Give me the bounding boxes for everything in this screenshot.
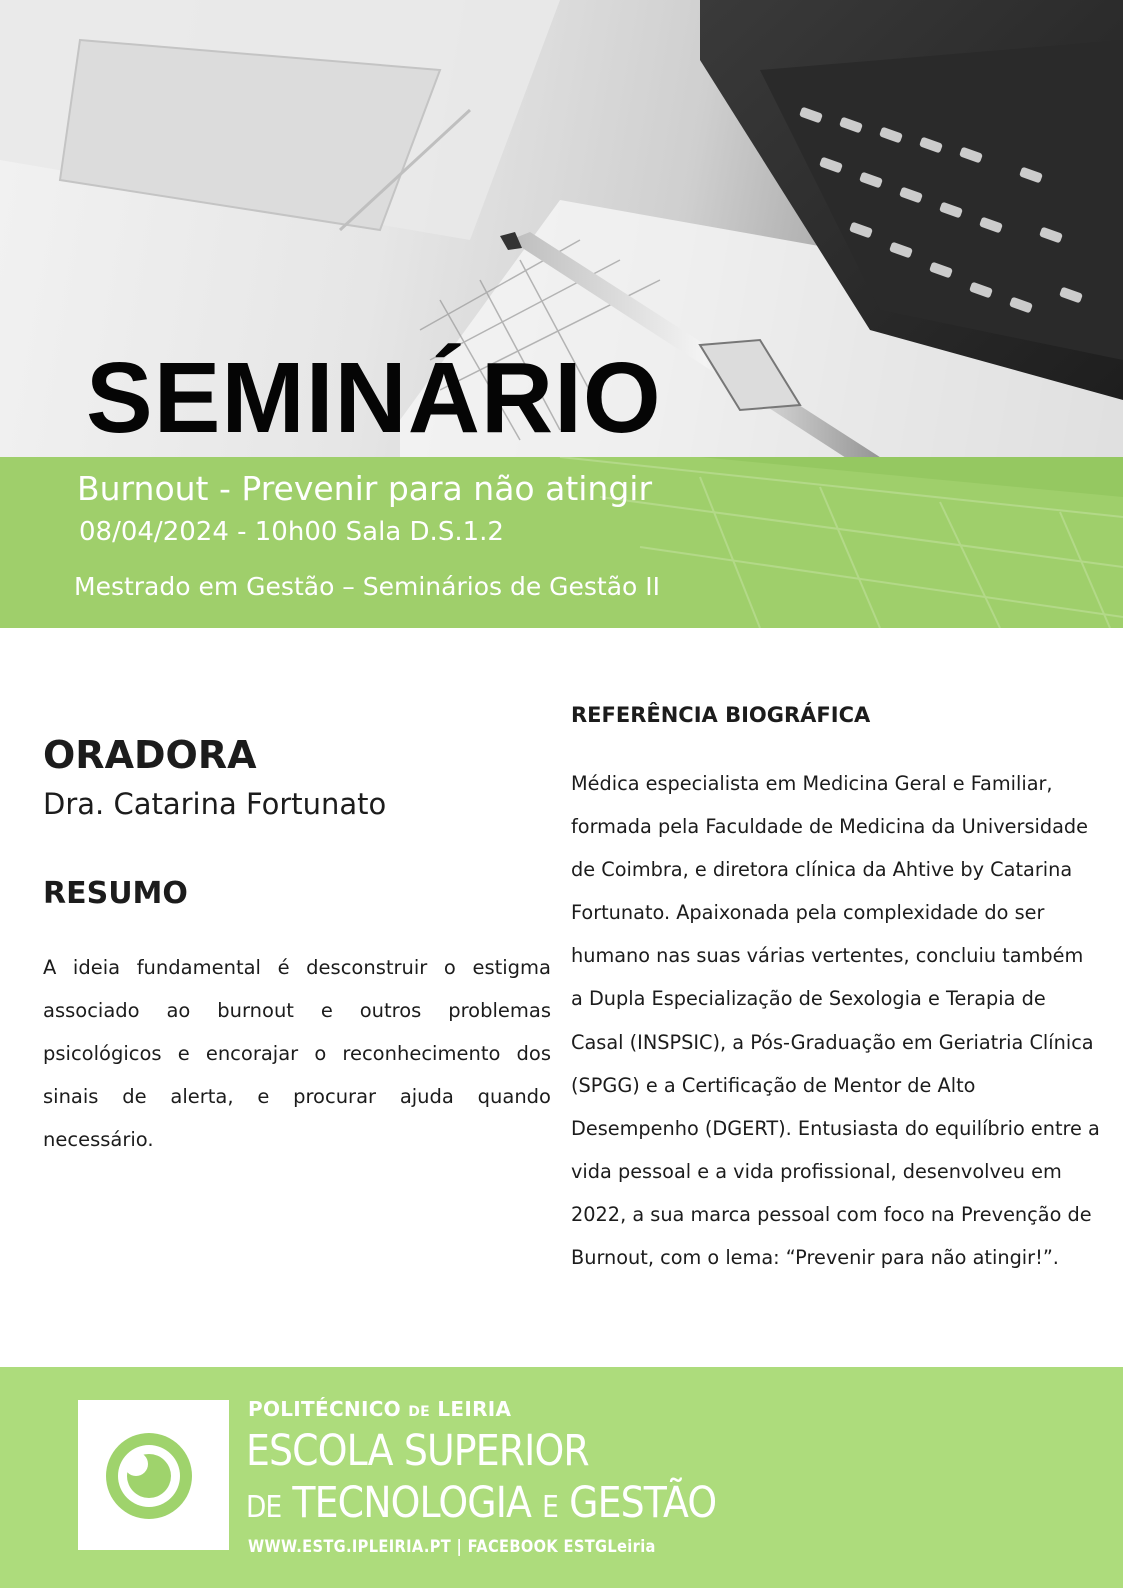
summary-heading: RESUMO: [43, 876, 188, 911]
school-logo: [78, 1400, 229, 1550]
institution-part-b: LEIRIA: [430, 1397, 512, 1421]
seminar-subtitle: Burnout - Prevenir para não atingir: [77, 469, 653, 508]
footer: [0, 1367, 1123, 1588]
institution-part-a: POLITÉCNICO: [248, 1397, 409, 1421]
polytechnic-name: [248, 1397, 511, 1421]
speaker-name: Dra. Catarina Fortunato: [43, 787, 387, 821]
school-e: E: [542, 1490, 558, 1525]
school-name-line1: ESCOLA SUPERIOR: [246, 1426, 589, 1476]
event-info-band: [0, 457, 1123, 628]
seminar-date-location: 08/04/2024 - 10h00 Sala D.S.1.2: [79, 517, 504, 547]
school-name-line2: [246, 1477, 716, 1534]
school-gestao: GESTÃO: [557, 1478, 717, 1528]
summary-text: A ideia fundamental é desconstruir o estigma associado ao burnout e outros problemas psicológicos e encorajar o reconhecimento dos sinais de alerta, e procurar ajuda quando necessário.: [43, 956, 551, 1151]
bio-text: Médica especialista em Medicina Geral e Familiar, formada pela Faculdade de Medicina da Universidade de Coimbra, e diretora clínica da Ahtive by Catarina Fortunato. Apaixonada pela complexidade do ser humano nas suas várias vertentes, concluiu também a Dupla Especialização de Sexologia e Terapia de Casal (INSPSIC), a Pós-Graduação em Geriatria Clínica (SPGG) e a Certificação de Mentor de Alto Desempenho (DGERT). Entusiasta do equilíbrio entre a vida pessoal e a vida profissional, desenvolveu em 2022, a sua marca pessoal com foco na Prevenção de Burnout, com o lema: “Prevenir para não atingir!”.: [571, 772, 1100, 1270]
seminar-title: SEMINÁRIO: [86, 342, 662, 454]
estg-eye-logo-icon: [78, 1400, 229, 1550]
speaker-heading: ORADORA: [43, 733, 257, 777]
school-contact-links[interactable]: WWW.ESTG.IPLEIRIA.PT | FACEBOOK ESTGLeiria: [248, 1537, 656, 1557]
school-tec: TECNOLOGIA: [281, 1478, 543, 1528]
institution-part-de: DE: [408, 1404, 431, 1420]
school-de: DE: [246, 1490, 282, 1525]
course-name: Mestrado em Gestão – Seminários de Gestão II: [74, 572, 661, 601]
bio-heading: REFERÊNCIA BIOGRÁFICA: [571, 703, 871, 727]
